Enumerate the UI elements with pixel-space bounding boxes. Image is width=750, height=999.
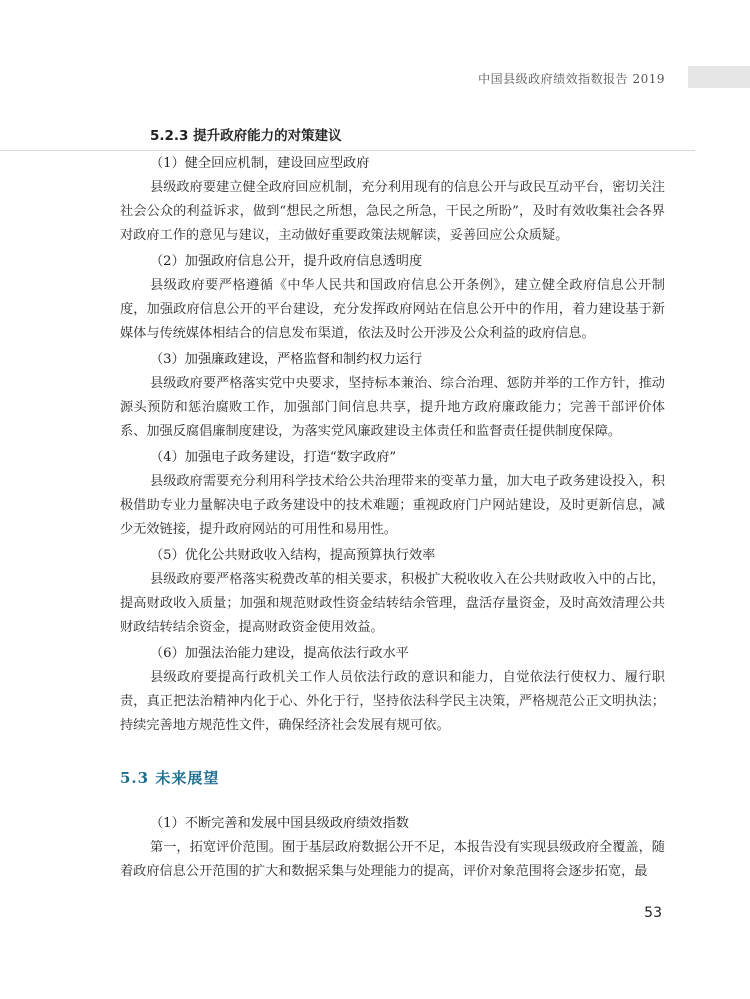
paragraph: 县级政府要严格落实党中央要求，坚持标本兼治、综合治理、惩防并举的工作方针，推动源头预防和惩治腐败工作，加强部门间信息共享，提升地方政府廉政能力；完善干部评价体系、加强反腐倡廉制度建设，为落实党风廉政建设主体责任和监督责任提供制度保障。 <box>120 376 665 439</box>
subsection-title: （5）优化公共财政收入结构，提高预算执行效率 <box>150 548 436 563</box>
subsection-title: （1）不断完善和发展中国县级政府绩效指数 <box>150 816 409 831</box>
page-body <box>120 124 665 886</box>
subsection-title: （4）加强电子政务建设，打造“数字政府” <box>150 450 397 465</box>
page-number: 53 <box>644 905 662 921</box>
paragraph: 县级政府要建立健全政府回应机制，充分利用现有的信息公开与政民互动平台，密切关注社会公众的利益诉求，做到“想民之所想，急民之所急，干民之所盼”，及时有效收集社会各界对政府工作的意见与建议，主动做好重要政策法规解读，妥善回应公众质疑。 <box>120 180 665 243</box>
section-heading-5-2-3: 5.2.3 提升政府能力的对策建议 <box>150 128 342 144</box>
subsection-title: （1）健全回应机制，建设回应型政府 <box>150 156 370 171</box>
header-tab-decoration <box>688 66 750 88</box>
running-header-title: 中国县级政府绩效指数报告 2019 <box>478 72 665 86</box>
paragraph: 县级政府需要充分利用科学技术给公共治理带来的变革力量，加大电子政务建设投入，积极借助专业力量解决电子政务建设中的技术难题；重视政府门户网站建设，及时更新信息，减少无效链接，提升政府网站的可用性和易用性。 <box>120 474 665 537</box>
paragraph: 县级政府要严格遵循《中华人民共和国政府信息公开条例》，建立健全政府信息公开制度，加强政府信息公开的平台建设，充分发挥政府网站在信息公开中的作用，着力建设基于新媒体与传统媒体相结合的信息发布渠道，依法及时公开涉及公众利益的政府信息。 <box>120 278 665 341</box>
paragraph: 县级政府要严格落实税费改革的相关要求，积极扩大税收收入在公共财政收入中的占比，提高财政收入质量；加强和规范财政性资金结转结余管理，盘活存量资金，及时高效清理公共财政结转结余资金，提高财政资金使用效益。 <box>120 572 665 635</box>
paragraph: 第一，拓宽评价范围。囿于基层政府数据公开不足，本报告没有实现县级政府全覆盖，随着政府信息公开范围的扩大和数据采集与处理能力的提高，评价对象范围将会逐步拓宽，最 <box>120 840 665 879</box>
subsection-title: （3）加强廉政建设，严格监督和制约权力运行 <box>150 352 423 367</box>
subsection-title: （6）加强法治能力建设，提高依法行政水平 <box>150 646 409 661</box>
subsection-title: （2）加强政府信息公开，提升政府信息透明度 <box>150 254 423 269</box>
paragraph: 县级政府要提高行政机关工作人员依法行政的意识和能力，自觉依法行使权力、履行职责，真正把法治精神内化于心、外化于行，坚持依法科学民主决策，严格规范公正文明执法；持续完善地方规范性文件，确保经济社会发展有规可依。 <box>120 670 665 733</box>
section-heading-5-3: 5.3 未来展望 <box>120 769 220 787</box>
